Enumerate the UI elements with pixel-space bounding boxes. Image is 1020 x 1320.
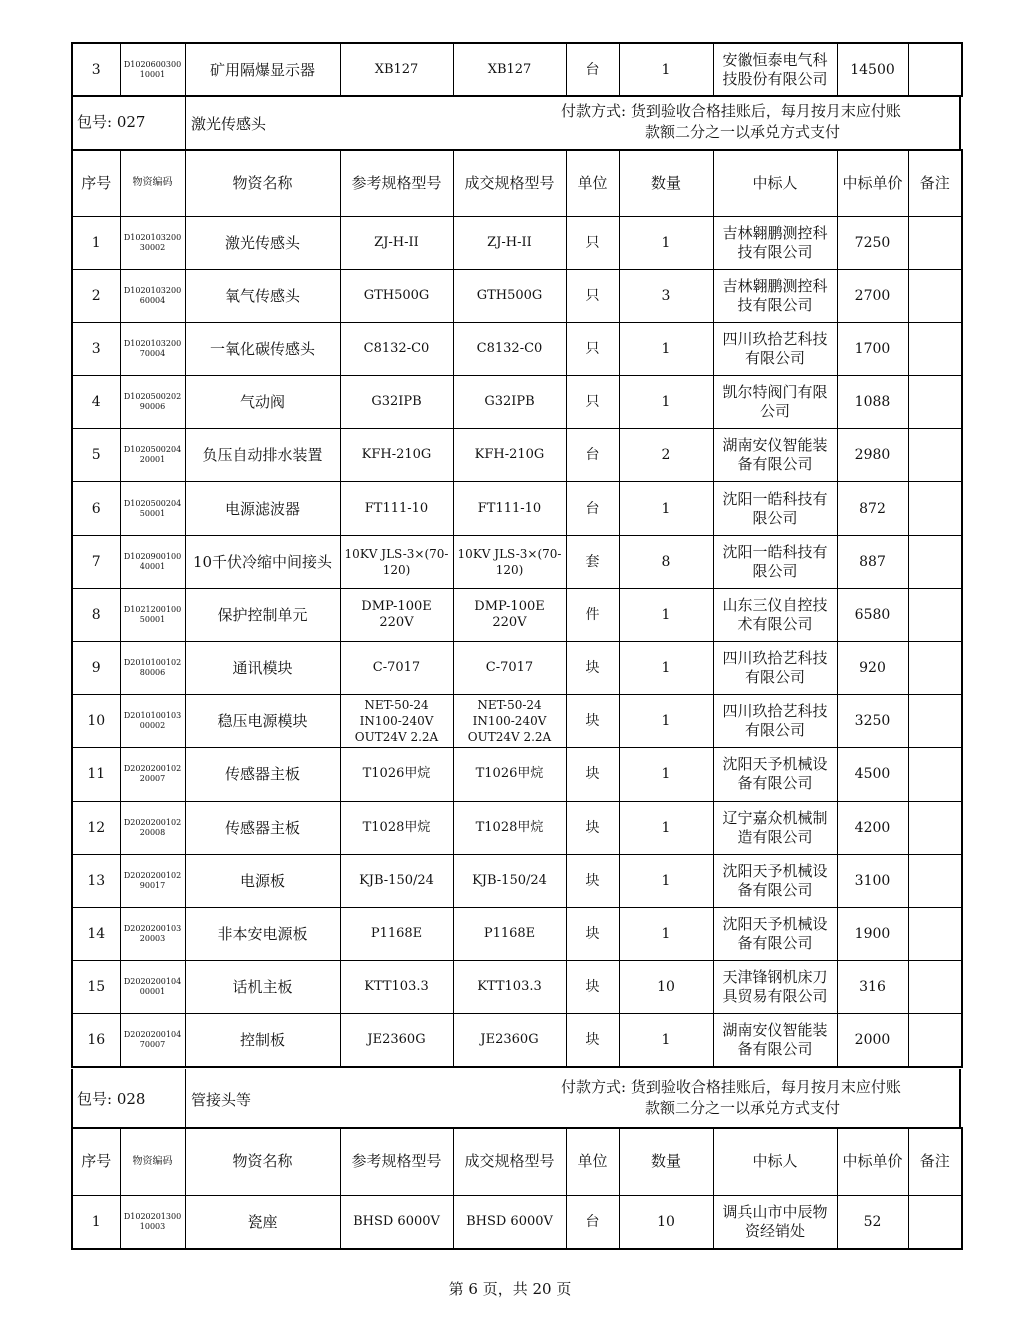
row-qty: 1 bbox=[619, 482, 713, 535]
header-unit: 单位 bbox=[566, 150, 619, 216]
row-winner: 山东三仪自控技术有限公司 bbox=[713, 588, 837, 641]
row-code: D102050020450001 bbox=[120, 482, 185, 535]
row-price: 1700 bbox=[837, 322, 908, 375]
row-unit: 块 bbox=[566, 961, 619, 1014]
row-no: 14 bbox=[72, 907, 120, 960]
row-remark bbox=[908, 1014, 962, 1067]
row-unit: 台 bbox=[566, 429, 619, 482]
row-price: 1900 bbox=[837, 907, 908, 960]
package-divider bbox=[185, 1069, 186, 1128]
row-code: D202020010320003 bbox=[120, 907, 185, 960]
row-no: 8 bbox=[72, 588, 120, 641]
row-remark bbox=[908, 376, 962, 429]
row-qty: 2 bbox=[619, 429, 713, 482]
header-winner: 中标人 bbox=[713, 1128, 837, 1195]
row-code: D102090010040001 bbox=[120, 535, 185, 588]
table-row bbox=[72, 535, 962, 588]
row-no: 4 bbox=[72, 376, 120, 429]
payment-terms-line2: 款额二分之一以承兑方式支付 bbox=[645, 1099, 841, 1117]
row-code: D201010010300002 bbox=[120, 695, 185, 748]
row-code: D102020130010003 bbox=[120, 1195, 185, 1249]
row-no: 3 bbox=[72, 322, 120, 375]
row-unit: 套 bbox=[566, 535, 619, 588]
row-no: 11 bbox=[72, 748, 120, 801]
row-remark bbox=[908, 269, 962, 322]
row-ref-spec: GTH500G bbox=[340, 269, 453, 322]
row-unit: 台 bbox=[566, 482, 619, 535]
header-row bbox=[72, 1128, 962, 1195]
row-qty: 1 bbox=[619, 1014, 713, 1067]
row-deal-spec: JE2360G bbox=[453, 1014, 566, 1067]
row-winner: 吉林翱鹏测控科技有限公司 bbox=[713, 269, 837, 322]
row-code: D102010320070004 bbox=[120, 322, 185, 375]
row-code: D202020010290017 bbox=[120, 854, 185, 907]
row-winner: 四川玖拾艺科技有限公司 bbox=[713, 695, 837, 748]
row-unit: 块 bbox=[566, 907, 619, 960]
row-winner: 安徽恒泰电气科技股份有限公司 bbox=[713, 43, 837, 96]
header-code: 物资编码 bbox=[120, 1128, 185, 1195]
header-deal-spec: 成交规格型号 bbox=[453, 1128, 566, 1195]
table-row bbox=[72, 43, 962, 96]
row-ref-spec: ZJ-H-II bbox=[340, 216, 453, 269]
package-028-table bbox=[71, 1127, 963, 1250]
row-code: D202020010220007 bbox=[120, 748, 185, 801]
row-unit: 只 bbox=[566, 269, 619, 322]
header-price: 中标单价 bbox=[837, 1128, 908, 1195]
row-unit: 台 bbox=[566, 43, 619, 96]
row-winner: 辽宁嘉众机械制造有限公司 bbox=[713, 801, 837, 854]
row-no: 12 bbox=[72, 801, 120, 854]
row-winner: 沈阳天予机械设备有限公司 bbox=[713, 907, 837, 960]
header-qty: 数量 bbox=[619, 1128, 713, 1195]
row-remark bbox=[908, 695, 962, 748]
row-winner: 湖南安仪智能装备有限公司 bbox=[713, 429, 837, 482]
table-row bbox=[72, 854, 962, 907]
row-remark bbox=[908, 588, 962, 641]
row-price: 316 bbox=[837, 961, 908, 1014]
row-no: 6 bbox=[72, 482, 120, 535]
top-table bbox=[71, 42, 963, 97]
row-ref-spec: NET-50-24 IN100-240V OUT24V 2.2A bbox=[340, 695, 453, 748]
row-name: 10千伏冷缩中间接头 bbox=[185, 535, 340, 588]
row-deal-spec: NET-50-24 IN100-240V OUT24V 2.2A bbox=[453, 695, 566, 748]
row-code: D102050020290006 bbox=[120, 376, 185, 429]
row-deal-spec: GTH500G bbox=[453, 269, 566, 322]
package-header-027 bbox=[71, 95, 961, 150]
row-price: 2980 bbox=[837, 429, 908, 482]
row-unit: 台 bbox=[566, 1195, 619, 1249]
row-code: D102060030010001 bbox=[120, 43, 185, 96]
header-no: 序号 bbox=[72, 1128, 120, 1195]
package-number: 包号: 027 bbox=[77, 113, 146, 131]
row-name: 一氧化碳传感头 bbox=[185, 322, 340, 375]
row-ref-spec: JE2360G bbox=[340, 1014, 453, 1067]
row-ref-spec: DMP-100E 220V bbox=[340, 588, 453, 641]
header-deal-spec: 成交规格型号 bbox=[453, 150, 566, 216]
row-no: 2 bbox=[72, 269, 120, 322]
row-no: 1 bbox=[72, 1195, 120, 1249]
row-deal-spec: BHSD 6000V bbox=[453, 1195, 566, 1249]
row-remark bbox=[908, 216, 962, 269]
table-row bbox=[72, 748, 962, 801]
payment-terms-line1: 付款方式: 货到验收合格挂账后，每月按月末应付账 bbox=[561, 1078, 901, 1096]
row-unit: 块 bbox=[566, 642, 619, 695]
row-price: 3250 bbox=[837, 695, 908, 748]
row-name: 矿用隔爆显示器 bbox=[185, 43, 340, 96]
row-code: D102010320060004 bbox=[120, 269, 185, 322]
row-code: D202020010220008 bbox=[120, 801, 185, 854]
row-code: D102050020420001 bbox=[120, 429, 185, 482]
table-row bbox=[72, 429, 962, 482]
table-row bbox=[72, 322, 962, 375]
row-no: 16 bbox=[72, 1014, 120, 1067]
row-qty: 1 bbox=[619, 748, 713, 801]
package-number: 包号: 028 bbox=[77, 1090, 146, 1108]
row-deal-spec: DMP-100E 220V bbox=[453, 588, 566, 641]
row-deal-spec: XB127 bbox=[453, 43, 566, 96]
package-divider bbox=[185, 95, 186, 150]
row-name: 话机主板 bbox=[185, 961, 340, 1014]
package-title: 激光传感头 bbox=[191, 115, 267, 133]
row-winner: 沈阳天予机械设备有限公司 bbox=[713, 748, 837, 801]
row-deal-spec: T1026甲烷 bbox=[453, 748, 566, 801]
row-name: 传感器主板 bbox=[185, 748, 340, 801]
table-row bbox=[72, 376, 962, 429]
row-remark bbox=[908, 801, 962, 854]
package-title: 管接头等 bbox=[191, 1091, 252, 1109]
table-row bbox=[72, 907, 962, 960]
table-row bbox=[72, 269, 962, 322]
row-price: 3100 bbox=[837, 854, 908, 907]
row-code: D202020010470007 bbox=[120, 1014, 185, 1067]
row-deal-spec: T1028甲烷 bbox=[453, 801, 566, 854]
row-ref-spec: T1026甲烷 bbox=[340, 748, 453, 801]
row-no: 1 bbox=[72, 216, 120, 269]
header-ref-spec: 参考规格型号 bbox=[340, 1128, 453, 1195]
row-remark bbox=[908, 961, 962, 1014]
row-qty: 1 bbox=[619, 907, 713, 960]
row-unit: 只 bbox=[566, 322, 619, 375]
row-remark bbox=[908, 642, 962, 695]
header-qty: 数量 bbox=[619, 150, 713, 216]
row-name: 保护控制单元 bbox=[185, 588, 340, 641]
row-deal-spec: FT111-10 bbox=[453, 482, 566, 535]
row-ref-spec: KTT103.3 bbox=[340, 961, 453, 1014]
header-no: 序号 bbox=[72, 150, 120, 216]
row-unit: 块 bbox=[566, 695, 619, 748]
row-deal-spec: C-7017 bbox=[453, 642, 566, 695]
header-price: 中标单价 bbox=[837, 150, 908, 216]
row-code: D202020010400001 bbox=[120, 961, 185, 1014]
row-remark bbox=[908, 43, 962, 96]
row-price: 2000 bbox=[837, 1014, 908, 1067]
row-name: 瓷座 bbox=[185, 1195, 340, 1249]
header-code: 物资编码 bbox=[120, 150, 185, 216]
row-name: 非本安电源板 bbox=[185, 907, 340, 960]
row-price: 887 bbox=[837, 535, 908, 588]
row-qty: 3 bbox=[619, 269, 713, 322]
row-qty: 1 bbox=[619, 695, 713, 748]
row-qty: 10 bbox=[619, 1195, 713, 1249]
row-price: 1088 bbox=[837, 376, 908, 429]
row-name: 通讯模块 bbox=[185, 642, 340, 695]
row-price: 14500 bbox=[837, 43, 908, 96]
row-name: 氧气传感头 bbox=[185, 269, 340, 322]
package-header-028 bbox=[71, 1069, 961, 1128]
row-no: 3 bbox=[72, 43, 120, 96]
row-unit: 块 bbox=[566, 801, 619, 854]
row-remark bbox=[908, 748, 962, 801]
table-row bbox=[72, 216, 962, 269]
table-row bbox=[72, 1014, 962, 1067]
row-no: 15 bbox=[72, 961, 120, 1014]
row-qty: 1 bbox=[619, 216, 713, 269]
row-remark bbox=[908, 1195, 962, 1249]
row-unit: 只 bbox=[566, 376, 619, 429]
row-winner: 沈阳天予机械设备有限公司 bbox=[713, 854, 837, 907]
payment-terms-line1: 付款方式: 货到验收合格挂账后，每月按月末应付账 bbox=[561, 102, 901, 120]
row-qty: 1 bbox=[619, 642, 713, 695]
row-unit: 只 bbox=[566, 216, 619, 269]
row-no: 5 bbox=[72, 429, 120, 482]
header-remark: 备注 bbox=[908, 1128, 962, 1195]
row-name: 稳压电源模块 bbox=[185, 695, 340, 748]
row-name: 气动阀 bbox=[185, 376, 340, 429]
row-remark bbox=[908, 482, 962, 535]
header-ref-spec: 参考规格型号 bbox=[340, 150, 453, 216]
row-ref-spec: KJB-150/24 bbox=[340, 854, 453, 907]
row-winner: 沈阳一皓科技有限公司 bbox=[713, 482, 837, 535]
row-winner: 吉林翱鹏测控科技有限公司 bbox=[713, 216, 837, 269]
row-unit: 块 bbox=[566, 854, 619, 907]
row-remark bbox=[908, 535, 962, 588]
row-qty: 1 bbox=[619, 854, 713, 907]
header-row bbox=[72, 150, 962, 216]
row-winner: 四川玖拾艺科技有限公司 bbox=[713, 322, 837, 375]
package-027-table bbox=[71, 149, 963, 1068]
payment-terms bbox=[561, 1077, 951, 1119]
header-name: 物资名称 bbox=[185, 150, 340, 216]
row-code: D102120010050001 bbox=[120, 588, 185, 641]
row-deal-spec: KFH-210G bbox=[453, 429, 566, 482]
row-ref-spec: P1168E bbox=[340, 907, 453, 960]
row-unit: 件 bbox=[566, 588, 619, 641]
header-name: 物资名称 bbox=[185, 1128, 340, 1195]
table-row bbox=[72, 801, 962, 854]
row-name: 电源板 bbox=[185, 854, 340, 907]
row-name: 激光传感头 bbox=[185, 216, 340, 269]
row-code: D201010010280006 bbox=[120, 642, 185, 695]
row-unit: 块 bbox=[566, 1014, 619, 1067]
row-remark bbox=[908, 907, 962, 960]
table-row bbox=[72, 695, 962, 748]
row-price: 7250 bbox=[837, 216, 908, 269]
row-ref-spec: C-7017 bbox=[340, 642, 453, 695]
row-ref-spec: 10KV JLS-3×(70-120) bbox=[340, 535, 453, 588]
row-price: 920 bbox=[837, 642, 908, 695]
row-qty: 8 bbox=[619, 535, 713, 588]
row-code: D102010320030002 bbox=[120, 216, 185, 269]
table-row bbox=[72, 588, 962, 641]
table-row bbox=[72, 1195, 962, 1249]
row-ref-spec: XB127 bbox=[340, 43, 453, 96]
row-remark bbox=[908, 854, 962, 907]
table-row bbox=[72, 961, 962, 1014]
row-ref-spec: G32IPB bbox=[340, 376, 453, 429]
row-qty: 1 bbox=[619, 588, 713, 641]
row-price: 52 bbox=[837, 1195, 908, 1249]
row-ref-spec: FT111-10 bbox=[340, 482, 453, 535]
page-footer: 第 6 页，共 20 页 bbox=[448, 1280, 572, 1298]
header-remark: 备注 bbox=[908, 150, 962, 216]
row-winner: 调兵山市中辰物资经销处 bbox=[713, 1195, 837, 1249]
row-qty: 10 bbox=[619, 961, 713, 1014]
row-winner: 凯尔特阀门有限公司 bbox=[713, 376, 837, 429]
row-qty: 1 bbox=[619, 801, 713, 854]
row-winner: 四川玖拾艺科技有限公司 bbox=[713, 642, 837, 695]
row-ref-spec: C8132-C0 bbox=[340, 322, 453, 375]
table-row bbox=[72, 642, 962, 695]
row-price: 4500 bbox=[837, 748, 908, 801]
row-name: 传感器主板 bbox=[185, 801, 340, 854]
row-qty: 1 bbox=[619, 376, 713, 429]
row-no: 7 bbox=[72, 535, 120, 588]
row-price: 4200 bbox=[837, 801, 908, 854]
row-winner: 湖南安仪智能装备有限公司 bbox=[713, 1014, 837, 1067]
row-deal-spec: P1168E bbox=[453, 907, 566, 960]
row-no: 10 bbox=[72, 695, 120, 748]
row-ref-spec: T1028甲烷 bbox=[340, 801, 453, 854]
table-row bbox=[72, 482, 962, 535]
row-deal-spec: C8132-C0 bbox=[453, 322, 566, 375]
row-remark bbox=[908, 429, 962, 482]
row-deal-spec: ZJ-H-II bbox=[453, 216, 566, 269]
row-price: 872 bbox=[837, 482, 908, 535]
row-winner: 沈阳一皓科技有限公司 bbox=[713, 535, 837, 588]
row-deal-spec: G32IPB bbox=[453, 376, 566, 429]
row-ref-spec: BHSD 6000V bbox=[340, 1195, 453, 1249]
row-deal-spec: KTT103.3 bbox=[453, 961, 566, 1014]
row-ref-spec: KFH-210G bbox=[340, 429, 453, 482]
row-remark bbox=[908, 322, 962, 375]
row-qty: 1 bbox=[619, 322, 713, 375]
row-no: 9 bbox=[72, 642, 120, 695]
header-winner: 中标人 bbox=[713, 150, 837, 216]
row-name: 负压自动排水装置 bbox=[185, 429, 340, 482]
row-price: 6580 bbox=[837, 588, 908, 641]
row-deal-spec: 10KV JLS-3×(70-120) bbox=[453, 535, 566, 588]
row-name: 电源滤波器 bbox=[185, 482, 340, 535]
row-winner: 天津锋钢机床刀具贸易有限公司 bbox=[713, 961, 837, 1014]
payment-terms-line2: 款额二分之一以承兑方式支付 bbox=[645, 123, 841, 141]
row-price: 2700 bbox=[837, 269, 908, 322]
row-deal-spec: KJB-150/24 bbox=[453, 854, 566, 907]
row-no: 13 bbox=[72, 854, 120, 907]
row-name: 控制板 bbox=[185, 1014, 340, 1067]
row-unit: 块 bbox=[566, 748, 619, 801]
payment-terms bbox=[561, 101, 951, 143]
row-qty: 1 bbox=[619, 43, 713, 96]
header-unit: 单位 bbox=[566, 1128, 619, 1195]
